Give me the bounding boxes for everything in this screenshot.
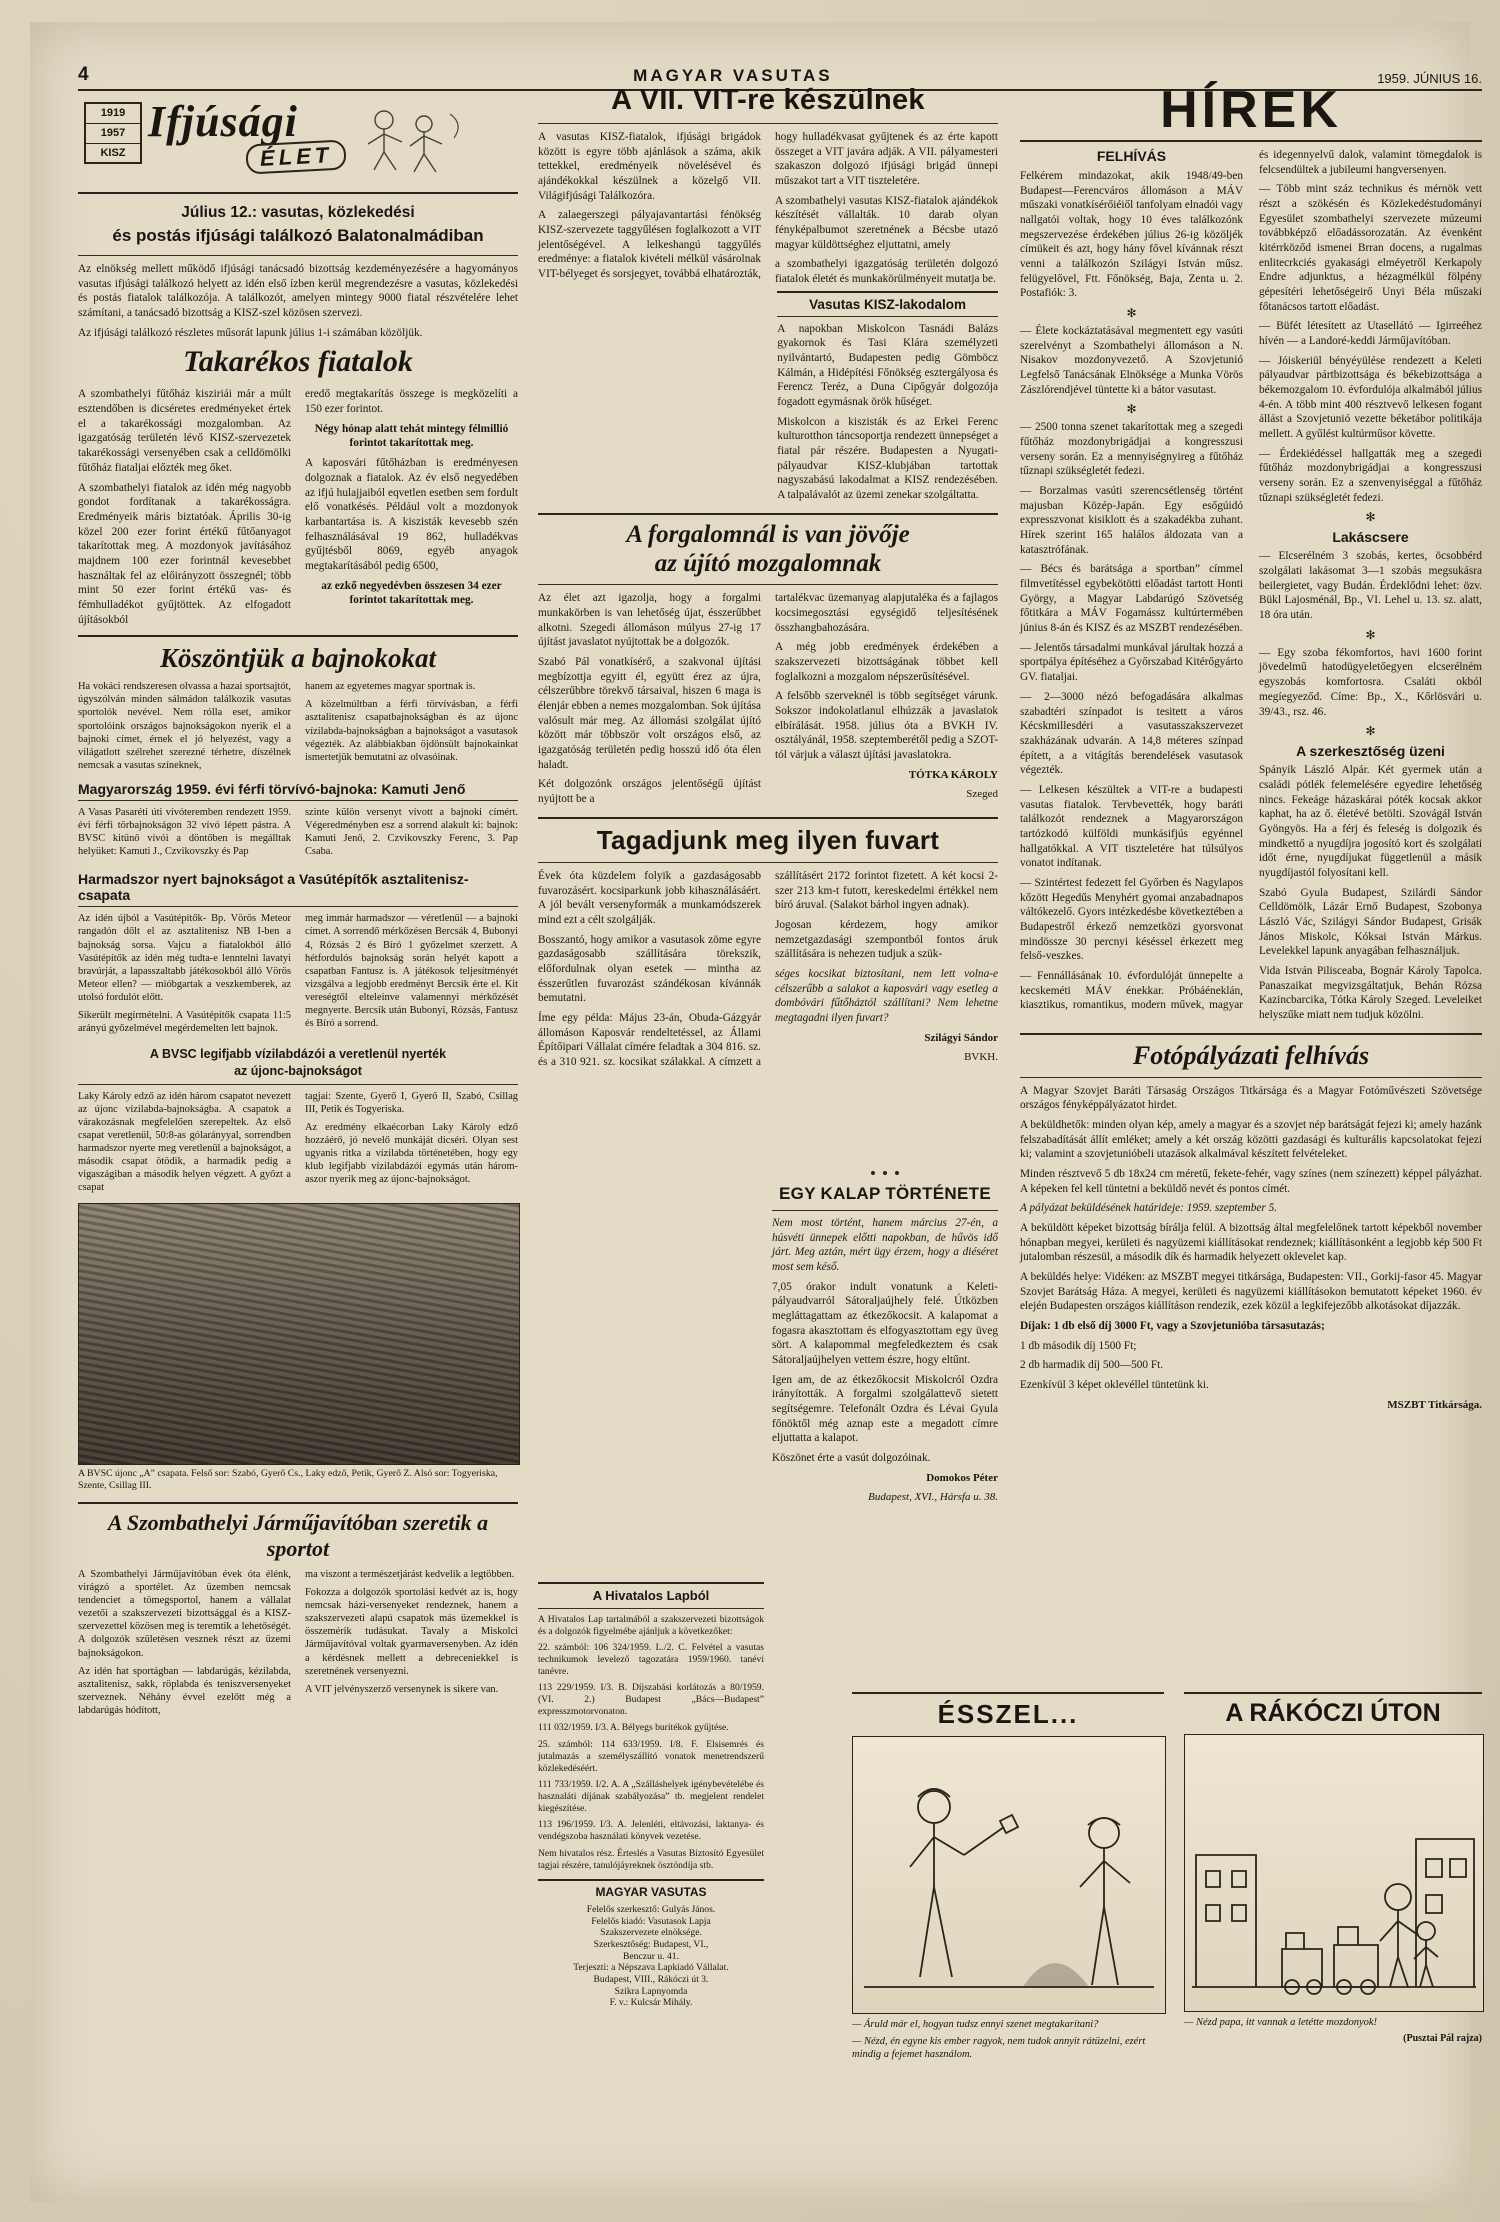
kalap-author-address: Budapest, XVI., Hársfa u. 38. <box>868 1491 998 1504</box>
fuvar-body <box>538 869 998 1070</box>
esszel-title: ÉSSZEL... <box>937 1699 1079 1729</box>
ht-p2: Sikerült megírmételni. A Vasútépítők csapata 11:5 arányú győzelmével megérdemelten lett bajnok. <box>78 1010 291 1035</box>
hir-item: — Fennállásának 10. évfordulóját ünnepelte a kecskeméti MÁV énekkar. Próbáéneklán, kiasztikus, romantikus, modern művek, magyar és idegennyelvű dalok, valamint tömegdalok is felcsendültek a jubileumi hangversenyen. <box>1020 149 1482 1012</box>
hirek-banner <box>1020 81 1482 139</box>
bvsc-p2: tagjai: Szente, Gyerő I, Gyerő II, Szabó, Csillag III, Petik és Togyeriska. <box>305 1090 518 1115</box>
logo-subtitle: ÉLET <box>245 139 347 174</box>
szerk-p2: Szabó Gyula Budapest, Szilárdi Sándor Celldömölk, Lázár Ernő Budapest, Szobonya László Vác, Szilágyi Sándor Budapest, Grisák János Miskolc, Kóksai István Márkus. Levelekkel lapunk anyagában felhasználjuk. <box>1259 886 1482 958</box>
hivatalos-lap <box>538 1582 764 2009</box>
kalap-p4: Köszönet érte a vasút dolgozóinak. <box>772 1452 931 1465</box>
tag-p3: Íme egy példa: Május 23-án, Obuda-Gázgyár állomáson Kaposvár rendeltetéssel, az Állami Építőipari Vállalat címére feladtak a 304 816. sz. és a 310 921. sz. kocsikat szálakkal. A címzett a szállításért 2172 forintot fizetett. A két kocsi 2-szer 213 km-t futott, kereskedelmi értékkel nem bíró áruval. (Salakot bárhol ingyen adnak). <box>538 869 998 1069</box>
team-photo <box>78 1203 520 1465</box>
takarekos-p4: A kaposvári fűtőházban is eredményesen dolgoznak a fiatalok. Az év első negyedében az ifjú hulajjaiból eqvetlen esetben sem fordult elő vonatkésés. Például volt a mozdonyok karbantartása is. A kiszisták kevesebb szén felhasználásával 19 862, hulladékvas gyűjtésből 8069, egyéb anyagok megtakarításából pedig 6500, <box>305 457 518 572</box>
lakascsere-title: Lakáscsere <box>1332 529 1409 546</box>
cartoon-drawing-esszel <box>853 1737 1165 2013</box>
separator-star: ✻ <box>1365 724 1376 739</box>
vit-p1: A vasutas KISZ-fiatalok, ifjúsági brigádok között is egyre több ajánlások a száma, akik tettekkel, eredményeik növelésével és ajándékokkal készülnek a közelgő VII. Világifjúsági Találkozóra. <box>538 131 761 202</box>
koszontjuk-p3: A közelmúltban a férfi törvívásban, a férfi asztalitenisz csapatbajnokságban és az újonc vízilabda-bajnokságban a bajnokságot a vasutasok végezték. Az alábbiakban öjdönsült bajnokainkat ismertetjük bemutatni az olvasóinak. <box>305 699 518 763</box>
hivatalos-item: 111 032/1959. I/3. A. Bélyegs burítékok gyűjtése. <box>538 1722 729 1734</box>
page-number: 4 <box>78 64 89 85</box>
impressum-line: Benczur u. 41. <box>623 1950 679 1962</box>
szj-p2: Az idén hat sportágban — labdarúgás, kézilabda, asztalitenisz, sakk, röplabda és teniszversenyeket szerveznek. Néhány évvel ezelőtt még a labdarúgás hódított, <box>78 1665 291 1717</box>
cartoon-drawing-rakoczi <box>1185 1735 1483 2011</box>
hir-item: — Bécs és barátsága a sportban” címmel filmvetítéssel egybekötötti előadást tartott Honti György, a Magyar Labdarúgó Szövetség főtitkára a MÁV Fogamássz kultúrtermében június 8-án és KISZ és az MSZBT rendezésében. <box>1020 563 1243 635</box>
lakascsere-item: — Elcserélném 3 szobás, kertes, öcsobbérd szolgálati lakásomat 3—1 szobás megsukásra beilergietet, vagy Budán. Érdeklődni lehet: özv. Bükl Lajosménál, Bp., VI. Lehel u. 13. sz. alatt, 18 óra után. <box>1259 550 1482 622</box>
column-left <box>78 192 518 2172</box>
column-middle <box>538 84 998 1784</box>
hir-item: — Jóiskeriül bényéyülése rendezett a Keleti pályaudvar pártbizottsága és békebizottsága a békemozgalom 10. évfordulója alkalmából július 4-én. A több mint 400 résztvevő lelkesen fogant állást a Szovjetunió vezette béketábor politikája mellett. A gyűlést kultúrműsor követte. <box>1259 354 1482 441</box>
vit-p2: A zalaegerszegi pályajavantartási fénökség KISZ-szervezete taggyűlésen foglalkozott a VIT jelentőségével. A lelkeshangú taggyűlés eredménye: a fiatalok kivételi mélkül vásárolnak VIT-bélyeget és sorsjegyet, továbbá elhatározták, hogy hulladékvasat gyűjtenek és az érte kapott összeget a VIT javára adják. A VII. pályamesteri szakaszon dolgozó ifjúsági brigád ünnepi műszakot tart a VIT tiszteletére. <box>538 131 998 281</box>
impressum-line: Budapest, VIII., Rákóczi út 3. <box>593 1974 709 1986</box>
vizilabda-title-l1: A BVSC legifjabb vízilabdázói a veretlenül nyerték <box>149 1046 447 1061</box>
foto-p3: Minden résztvevő 5 db 18x24 cm méretű, fekete-fehér, vagy színes (nem színezett) képpel pályázhat. A képeken fel kell tüntetni a beküldő nevét és pontos címét. <box>1020 1167 1482 1195</box>
forgalom-title <box>538 521 998 579</box>
foto-p6: A beküldés helye: Vidéken: az MSZBT megyei titkársága, Budapesten: VII., Gorkij-fasor 45. Magyar Szovjet Barátság Háza. A megyei, kerületi és nagyüzemi kiállításokon bemutatott képeket 1960. év elején Budapesten országos kiállításon rendezik, ezek közül a legkifejezőbb alkotásokat díjazzák. <box>1020 1270 1482 1313</box>
kalap-story <box>772 1162 998 1509</box>
foto-p1: A Magyar Szovjet Baráti Társaság Országos Titkársága és a Magyar Fotóművészeti Szövetsége országos fényképpályázatot hirdet. <box>1020 1084 1482 1112</box>
foto-prize-2: 1 db második díj 1500 Ft; <box>1020 1339 1137 1352</box>
szj-p3: ma viszont a természetjárást kedvelik a legtöbben. <box>305 1568 515 1580</box>
hirek-body <box>1020 148 1482 1023</box>
szerk-p3: Vida István Pilisceaba, Bognár Károly Tapolca. Panaszaikat megvizsgáltatjuk, Behán Rózsa Kazincbarcika, Tótka Károly Szeged. Leveleiket helyszűke miatt nem tudjuk közölni. <box>1259 964 1482 1021</box>
tag-author: Szilágyi Sándor <box>924 1031 998 1044</box>
lakodalom-title: Vasutas KISZ-lakodalom <box>809 296 966 312</box>
lakodalom-p1: A napokban Miskolcon Tasnádi Balázs gyakornok és Tasi Klára személyzeti nyilvántartó, Budapesten pedig Gömböcz Kálmán, a Hidépítési Főnökség esztergályosa és Ferencz Teréz, a Duna Cipőgyár dolgozója fogadott egymásnak örök hűséget. <box>777 322 998 409</box>
szombathely-sport-title: A Szombathelyi Járműjavítóban szeretik a sportot <box>107 1509 489 1561</box>
impressum-line: Felelős szerkesztő: Gulyás János. <box>586 1903 716 1915</box>
rakoczi-caption: — Nézd papa, itt vannak a letétte mozdonyok! <box>1184 2017 1378 2028</box>
lakodalom-p2: Miskolcon a kiszisták és az Erkei Ferenc kulturotthon táncsoportja rendezett ünnepséget a fiatal pár részére. Budapesten a Nyugati-pályaudvar KISZ-klubjában tartottak nagyszabású lakodalmat a KISZ rendezésében. A talpalávalót az üzemi zenekar szolgáltatta. <box>777 415 998 502</box>
lakascsere-item: — Egy szoba fékomfortos, havi 1600 forint jövedelmű hatodügyeletőegyen elcserélném egyszobás komfortosra. Csaláti okból megíegyeződ. Címe: Bp., X., Kőrlösvári u. 39/43., rsz. 46. <box>1259 646 1482 718</box>
meeting-intro: Az elnökség mellett működő ifjúsági tanácsadó bizottság kezdeményezésére a hagyományos vasutas ifjúsági találkozó helyett az idén első ízben kerül megrendezésre a vasutas, közlekedési és postás fiatalok találkozója. A találkozót, amelyen mintegy 9000 fiatal részvételére lehet számítani, a tanácsadó bizottság a KISZ-szel közösen szervezi. <box>78 263 518 320</box>
hivatalos-note: Nem hivatalos rész. Érteslés a Vasutas Biztosító Egyesület tagjai részére, tanulójáyreknek ösztöndíja stb. <box>538 1847 764 1871</box>
forg-p4: tartalékvac üzemanyag alapjutaléka és a fajlagos kocsimegosztási egységidő teljesítésének összhangbahozására. <box>775 592 998 634</box>
logo-wordmark: Ifjúsági <box>148 97 298 146</box>
ifjusagi-elet-logo <box>78 94 478 180</box>
kalap-p3: Igen am, de az étkezőkocsit Miskolcról Ozdra irányították. A forgalmi szolgálattevő sietett segítségemre. Telefonált Ozdra és Lévai Gyula főnöktől még aznap este a megadott címre eljuttatta a kalapot. <box>772 1373 998 1445</box>
issue-date: 1959. JÚNIUS 16. <box>1377 71 1482 86</box>
forg-p1: Az élet azt igazolja, hogy a forgalmi munkakörben is van lehetőség újat, ésszerűbbet alkotni. Szegedi állomáson múlyus 27-ig 17 újítást javaslatot nyújtottak be a dolgozók. <box>538 592 761 649</box>
vit-p4: a szombathelyi igazgatóság területén dolgozó fiatalok életét és munkakörülményeit mutatja be. <box>775 258 998 286</box>
forg-p3: Két dolgozónk országos jelentőségű újítást nyújtott be a <box>538 778 761 806</box>
koszontjuk-p2: hanem az egyetemes magyar sportnak is. <box>305 681 476 693</box>
hivatalos-item: 25. számból: 114 633/1959. I/8. F. Elsisemrés és jutalmazás a személyszállító vonatok menetrendszerű közlekedéséért. <box>538 1739 764 1774</box>
separator-star: ✻ <box>1365 627 1376 642</box>
hivatalos-title: A Hivatalos Lapból <box>592 1588 710 1603</box>
esszel-caption-2: — Nézd, én egyne kis ember ragyok, nem tudok annyit rátüzelni, ezért mindig a fejemet használom. <box>852 2036 1146 2061</box>
cartoon-esszel <box>852 1692 1164 2061</box>
vizilabda-title <box>78 1046 518 1085</box>
hivatalos-item: 113 229/1959. I/3. B. Díjszabási korlátozás a 80/1959. (VI. 2.) Budapest „Bács—Budapest” expresszmotorvonaton. <box>538 1682 764 1717</box>
publication-title: MAGYAR VASUTAS <box>633 66 833 85</box>
impressum-title: MAGYAR VASUTAS <box>595 1885 707 1900</box>
ornament-dot <box>895 1171 899 1175</box>
logo-year-2: 1957 <box>86 124 140 144</box>
paper-sheet <box>30 22 1482 2202</box>
foto-prize-3: 2 db harmadik díj 500—500 Ft. <box>1020 1359 1164 1372</box>
hir-item: — Büfét létesített az Utasellátó — Igirreéhez hívén — a Landoré-keddi Járműjavítóban. <box>1259 320 1482 348</box>
ht-p1: Az idén újból a Vasútépítők- Bp. Vörös Meteor rangadón dőlt el az asztalitenisz NB I-ben a bajnokság sorsa. Vajcu a fiatalokból álló Vasútépítők az idén még tudta-e lenntelni lavatyi bravúrját, a lapasszaltabb játékosokból álló Vörös Meteor ellen? — mióbgartak a veszkemberek, az utolsó fordulót előtt. <box>78 913 291 1004</box>
rakoczi-artist-credit: (Pusztai Pál rajza) <box>1403 2033 1482 2045</box>
szj-p1: A Szombathelyi Járműjavítóban évek óta élénk, virágzó a sportélet. Az üzemben nemcsak tendenciet a tömegsportol, hanem a vállalat vezetői a szakszervezeti bizottsággal és a KISZ-szervezettel közösen meg is teremtik a lehetőségét. A dolgozók születésen vesznek részt az üzemi bajnokságokon. <box>78 1568 291 1659</box>
separator-star: ✻ <box>1126 402 1137 417</box>
tag-author-org: BVKH. <box>964 1051 998 1063</box>
vizilabda-title-l2: az újonc-bajnokságot <box>234 1063 362 1078</box>
vit-p3: A szombathelyi vasutas KISZ-fiatalok ajándékok készítését vállalták. 10 darab olyan fényképalbumot szeretnének a Bécsbe utazó magyar küldöttséghez eljuttatni, amely <box>775 194 998 251</box>
rakoczi-title: A RÁKÓCZI ÚTON <box>1225 1699 1441 1727</box>
ornament-dot <box>871 1171 875 1175</box>
forgalom-body <box>538 591 998 809</box>
impressum-line: Szikra Lapnyomda <box>614 1985 688 1997</box>
ht-p3: meg immár harmadszor — véretlenül — a bajnoki címet. A sorrendő mérkőzésen Bercsák 4, Bubonyi 4, Rózsás 2 és Bíró 1 győzelmet szerzett. A hétfordulós bajnokság során helyét kapott a csapatban Fantusz is. A játékosok teljesítményét vizsgálva a legjobb eredményt Bercsik érte el. Kit vereségtől elteleinve valamennyi mérkőzését megnyerte. Bercsik után Bubonyi, Rózsás, Fantusz és Bíró a sorrend. <box>305 913 518 1030</box>
koszontjuk-body <box>78 680 518 773</box>
hir-item: — Érdekiédéssel hallgatták meg a szegedi fűtőház mozdonybrigádjai a kongresszusi verseny során. Ez a szenvenyiséggal a fűtőház tűznapi szükségletét fedezi. <box>1259 447 1482 504</box>
ornament-dot <box>883 1171 887 1175</box>
cartoon-rakoczi <box>1184 1692 1482 2044</box>
kalap-title: EGY KALAP TÖRTÉNETE <box>779 1184 991 1203</box>
hirek-title: HÍREK <box>1160 81 1342 139</box>
vit-body <box>538 130 998 287</box>
szombathely-sport-body <box>78 1568 518 1717</box>
hir-item: — Jelentős társadalmi munkával járultak hozzá a sportpálya építéséhez a Győrszabad Kitérőgyárto GV. fiataljai. <box>1020 641 1243 684</box>
szerk-p1: Spányik László Alpár. Két gyermek után a családi pótlék felemelésére egyedire lehetőség nincs. Fekeáge házaskárai póték kocsak akkor kaphat, ha az ő. életévé betölti. Szovágál István Gyöngyös. Ha a férj és feleség is dolgozik és mindkettő a nyugdíjra jogosító kort és szolgálati időt érne, nyugdíjukat függetlenül a másik nyugdíjastól folyosítani kell. <box>1259 764 1482 879</box>
tag-p1: Évek óta küzdelem folyik a gazdaságosabb fuvarozásért. kocsiparkunk jobb kihasználásáért. A jól bevált versenyformák a munkamódszerek mind ezt a célt szolgálják. <box>538 869 761 926</box>
foto-p7: Ezenkívül 3 képet oklevéllel tüntetünk ki. <box>1020 1379 1209 1392</box>
mo-bajnok-body <box>78 806 518 863</box>
felhivas-p1: Felkérem mindazokat, akik 1948/49-ben Budapest—Ferencváros állomáson a MÁV műszaki vonatkísérőiéiől tanfolyam elnadói vagy nallgatói voltak, hogy 10 éves találkozónk megszervezése érdekében július 26-ig közöljék címükeit és azt, hogy hány fővel kívánnak részt venni a találkozón Szilágyi István műsz. felügyelővel, Ftt. Főnökség, Baja, Zenta u. 2. Postafiók: 3. <box>1020 170 1243 300</box>
takarekos-title: Takarékos fiatalok <box>183 345 413 379</box>
takarekos-body <box>78 387 518 627</box>
foto-deadline: A pályázat beküldésének határideje: 1959. szeptember 5. <box>1020 1202 1278 1215</box>
esszel-cartoon-image <box>852 1736 1166 2014</box>
meeting-intro2: Az ifjúsági találkozó részletes műsorát lapunk július 1-i számában közöljük. <box>78 326 423 339</box>
meeting-headline-line1: Július 12.: vasutas, közlekedési <box>181 204 415 221</box>
impressum <box>538 1904 764 2009</box>
mo-p2: szinte külön versenyt vívott a bajnoki címért. Végeredményben esz a sorrend alakult ki: bajnok: Kamuti Jenő, 2. Czvikovszky Ferenc, 3. Pap Csaba. <box>305 806 518 858</box>
bvsc-p1: Laky Károly edző az idén három csapatot nevezett az újonc vízilabda-bajnokságba. A csapatok a várakozásnak megfelelően szerepeltek. Az első csapat veretlenül, 50:8-as gólarányyal, sorrendben harmadszor nyerte meg veretlenül a bajnokságot, a második csapat ötödik, a harmadik pedig a vigaszágiban a második helyen végzett. A győzt a csapat <box>78 1090 291 1194</box>
team-photo-wrap <box>78 1203 518 1492</box>
foto-p5: A beküldött képeket bizottság bírálja felül. A bizottság által megfelelőnek tartott képekből november hónapban megyei, kerületi és nagyüzemi kiállításokat rendeznek; kiállításonként a legjobb kép 500 Ft jutalomban részesül, a második dík és harmadik helyezett oklevelet kap. <box>1020 1221 1482 1264</box>
impressum-line: Szakszervezete elnöksége. <box>600 1927 702 1939</box>
felhivas-title: FELHÍVÁS <box>1096 148 1167 164</box>
kalap-ornament <box>772 1162 998 1180</box>
youth-drawing-icon <box>354 100 474 174</box>
asztalitenisz-title: Harmadszor nyert bajnokságot a Vasútépítők asztalitenisz-csapata <box>78 871 518 907</box>
meeting-headline <box>78 202 518 249</box>
takarekos-p3: eredő megtakarítás összege is megközelíti a 150 ezer forintot. <box>305 388 518 416</box>
forgalom-title-l2: az újító mozgalomnak <box>654 549 882 577</box>
szj-p5: A VIT jelvényszerző versenynek is sikere van. <box>305 1683 499 1695</box>
foto-signature: MSZBT Titkársága. <box>1387 1398 1482 1411</box>
logo-years-badge <box>84 102 142 164</box>
koszontjuk-p1: Ha vokáci rendszeresen olvassa a hazai sportsajtót, úgyszólván minden sálmádon találkozik vasutas sportolók nevével. Nem rólla eset, amikor sportolóink országos bajnokságokon nyerik el a bajnoki címet, érnek el jó helyezést, vagy a világatlott szélrehet szerezné térhetre, díszélnek nemcsak a vasutas színeknek, <box>78 681 291 771</box>
bvsc-p3: Az eredmény elkaécorban Laky Károly edző hozzáérő, jó nevelő munkáját dicséri. Olyan sest ugyanis ritka a vízilabda történetében, hogy egy klub legifjabb vízilabdázói egymás után három-aszor nyerik meg az újonc-bajnokságot. <box>305 1121 518 1186</box>
szj-p4: Fokozza a dolgozók sportolási kedvét az is, hogy nemcsak házi-versenyeket rendeznek, hanem a szakszervezeti alapú csapatok más üzemekkel is összemérik tudásukat. Tavaly a Miskolci Járműjavítóval voltak gyarmaversenyben. Az idén a kérdésnek mellett a debreceniekkel is szeretnének versenyezni. <box>305 1587 518 1677</box>
foto-prizes-intro: Díjak: 1 db első díj 3000 Ft, vagy a Szovjetunióba társasutazás; <box>1020 1320 1325 1332</box>
hir-item: — Lelkesen készültek a VIT-re a budapesti vasutas fiatalok. Tervbevették, hogy baráti találkozót rendeznek a Magyarországon tartózkodó külföldi munkásifjús egyénnel hallgatókkal. A VIT tiszteletére hat túlsúlyos vonatot indítanak. <box>1020 783 1243 870</box>
forg-p2: Szabó Pál vonatkísérő, a szakvonal újítási megbízottja egyitt él, együtt érez az újra, célszerűbbre törekvő társaival, hiszen 6 maga is élenjár ebben a nemes mozgalomban. Sok újítása valósult már meg. Az állomási szolgálat újító között már többször volt országos első, az igazgatóság területén pedig hosszú idő óta élen haladt. <box>538 655 761 771</box>
meeting-headline-line2: és postás ifjúsági találkozó Balatonalmádiban <box>112 226 484 246</box>
forg-p5: A még jobb eredmények érdekében a szakszervezeti bizottságának többet kell foglalkozni a mozgalom népszerűsítésével. <box>775 641 998 683</box>
forgalom-title-l1: A forgalomnál is van jövője <box>626 520 910 548</box>
hivatalos-item: 111 733/1959. I/2. A. A „Szálláshelyek igénybevételébe és hasznaláti díjának szabályozása” tb. megjelent rendelet kiegészítése. <box>538 1779 764 1814</box>
mo-bajnok-title: Magyarország 1959. évi férfi törvívó-bajnoka: Kamuti Jenő <box>78 781 518 801</box>
fuvar-title: Tagadjunk meg ilyen fuvart <box>596 824 940 855</box>
fotopalyazat-title: Fotópályázati felhívás <box>1132 1040 1370 1070</box>
vit-title: A VII. VIT-re készülnek <box>611 84 925 116</box>
foto-p2: A beküldhetők: minden olyan kép, amely a magyar és a szovjet nép barátságát fejezi ki; amely hazánk felszabadítását állít emléket; amely a két ország közötti gazdasági és kulturális kapcsolatokat fejezi ki; valamint a szovjetunióbeli utazások alkalmával készített felvételeket. <box>1020 1118 1482 1161</box>
kalap-p2: 7,05 órakor indult vonatunk a Keleti-pályaudvarról Sátoraljaújhely felé. Útközben megláttagattam az étkezőkocsit. A kalapomat a fogasra akasztottam és elfogyasztottam egy üveg sört. A kalapommal megfeledkeztem és csak Sátoraljaújhelyen vettem észre, hogy eltűnt. <box>772 1280 998 1367</box>
impressum-line: Felelős kiadó: Vasutasok Lapja <box>591 1915 711 1927</box>
forg-author-city: Szeged <box>966 787 998 800</box>
takarekos-highlight-2: az ezkő negyedévben összesen 34 ezer forintot takarítottak meg. <box>321 579 502 607</box>
impressum-line: F. v.: Kulcsár Mihály. <box>609 1997 693 2009</box>
separator-star: ✻ <box>1365 510 1376 525</box>
hir-item: — 2500 tonna szenet takarítottak meg a szegedi fűtőház mozdonybrigádjai a kongresszusi verseny során. Ez a mennyiségnyireg a fűtőház tűznapi szükségletét fedezi. <box>1020 421 1243 478</box>
vizilabda-body <box>78 1090 518 1196</box>
takarekos-highlight-1: Négy hónap alatt tehát mintegy félmillió forintot takarítottak meg. <box>314 422 509 450</box>
logo-year-1: 1919 <box>86 104 140 124</box>
column-right <box>1020 81 1482 1417</box>
mo-p1: A Vasas Pasaréti úti vívóteremben rendezett 1959. évi férfi törbajnokságon 32 vívó lépett pástra. A BVSC kitűnő vívói a döntőben is megálltak helyüket: Kamuti J., Czvikovszky és Pap <box>78 806 291 858</box>
impressum-line: Terjeszti: a Népszava Lapkiadó Vállalat. <box>573 1962 729 1974</box>
takarekos-p1: A szombathelyi fűtőház kisziriái már a múlt esztendőben is dicséretes eredményeket értek el a takarékossági mozgalomban. Az igazgatóság területén lévő KISZ-szervezetek takarékossági versenyében csak a celldömölki fűtőház fiataljai előzték meg őket. <box>78 388 291 474</box>
tag-p5: séges kocsikat biztosítani, nem lett volna-e célszerűbb a salakot a kaposvári vagy esetleg a dombóvári fűtőháztól szállítani? Nem lehetne megtagadni ilyen fuvart? <box>775 968 998 1025</box>
forg-p6: A felsőbb szerveknél is több segítséget várunk. Sokszor indokolatlanul elhúzzák a javaslatok elbírálását. 1958. július óta a BVKH IV. osztályánál, 1958. szeptemberétől pedig a SZOT-tól várjuk a választ újítási javaslatokra. <box>775 690 998 761</box>
forg-author: TÓTKA KÁROLY <box>908 768 998 781</box>
koszontjuk-title: Köszöntjük a bajnokokat <box>159 643 437 674</box>
rakoczi-cartoon-image <box>1184 1734 1484 2012</box>
tag-p4: Jogosan kérdezem, hogy amikor nemzetgazdasági szempontból fontos áruk szállítására is nehezen tudjuk a szük- <box>775 919 998 961</box>
logo-year-3: KISZ <box>100 147 126 159</box>
tag-p2: Bosszantó, hogy amikor a vasutasok zöme egyre gazdaságosabb szállítására törekszik, előfordulnak olyan esetek — mintha az ésszerűtlen fuvarozást szándékosan kívánnák bemutatni. <box>538 933 761 1005</box>
kalap-author: Domokos Péter <box>926 1471 998 1484</box>
separator-star: ✻ <box>1126 306 1137 321</box>
hir-item: — Több mint száz technikus és mérnök vett részt a szökésén és Közlekedéstudományi Egyesület szombathelyi szervezete múzeumi továbbképző előadássorozatán. Az évenként kitérrköződ ismenei Brran docens, a rugalmas enlitecrkciés gyakasági elméyetről Kerkapoly Endre adjunktus, a hézagmélkül fölpény gépesítéri lehetőségeirő Unyi Béla műszaki főtanácsos tartott előadást. <box>1259 183 1482 313</box>
szerkesztoseg-title: A szerkesztőség üzeni <box>1296 743 1445 760</box>
asztalitenisz-body <box>78 912 518 1037</box>
impressum-line: Szerkesztőség: Budapest, VI., <box>593 1938 709 1950</box>
hir-item: — Élete kockáztatásával megmentett egy vasúti szerelvényt a Szombathelyi állomáson a N. Nisakov mozdonyvezető. A Szovjetunió Legfelső Tanácsának Elnöksége a Munka Vörös Zászlórendjével tüntette ki a bátor vasutast. <box>1020 325 1243 396</box>
hir-item: — 2—3000 nézó befogadására alkalmas szabadtéri színpadot is tesitett a város Kécskmillesdéri a vasutasszakszervezet szakházának udvarán. A 14,8 méteres színpad épített, a a vitágítás berendelések vasutasok végezték. <box>1020 690 1243 777</box>
hivatalos-item: 113 196/1959. I/3. A. Jelenléti, eltávozási, laktanya- és vendégszoba használati könyvek vezetése. <box>538 1819 764 1843</box>
hir-item: — Szintértest fedezett fel Győrben és Nagylapos kőzött Hegedűs Menyhért gyomai anzabadnapos váltókezelő. Gyors intézkedésbe következtében a Budapestről érkező nemzetközi gyorsvonat mindössze 30 percnyi késéssel érkezett meg felső-veszkes. <box>1020 876 1243 963</box>
team-photo-caption: A BVSC újonc „A” csapata. Felső sor: Szabó, Gyerő Cs., Laky edző, Petik, Gyerő Z. Alsó sor: Togyeriska, Szente, Csillag III. <box>78 1468 498 1492</box>
takarekos-p2: A szombathelyi fiatalok az idén még nagyobb gondot fordítanak a takarékosságra. Eredményeik máris biztatóak. Április 30-ig közel 200 ezer forint értékű fűtőanyagot takarítottak meg. A mozdonyok javításához majdnem 100 ezer forintnál kevesebbet használtak fel az előirányzott összegnél; több mint 50 ezer forint értékű vas- és fémhulladékot gyűjtöttek. Az elfogadott újításokból <box>78 481 291 626</box>
esszel-caption-1: — Áruld már el, hogyan tudsz ennyi szenet megtakarítani? <box>852 2019 1099 2030</box>
hir-item: — Borzalmas vasúti szerencsétlenség történt majusban Közép-Japán. Egy esőgúidó expresszvonat kisiklott és a szakadékba zuhant. Hírek szerint 165 halálos áldozata van a katasztrófának. <box>1020 485 1243 556</box>
hivatalos-intro: A Hivatalos Lap tartalmából a szakszervezeti bizottságok és a dolgozók figyelmébe ajánljuk a következőket: <box>538 1613 764 1637</box>
hivatalos-item: 22. számból: 106 324/1959. L./2. C. Felvétel a vasutas technikumok levelező tagozatára 1959/1960. tanévi tanévre. <box>538 1642 764 1677</box>
kalap-p1: Nem most történt, hanem március 27-én, a húsvéti ünnepek előtti napokban, de hűvös idő járt. Meg aztán, mért ügy érzem, hogy a diéséret most sem késő. <box>772 1217 998 1274</box>
